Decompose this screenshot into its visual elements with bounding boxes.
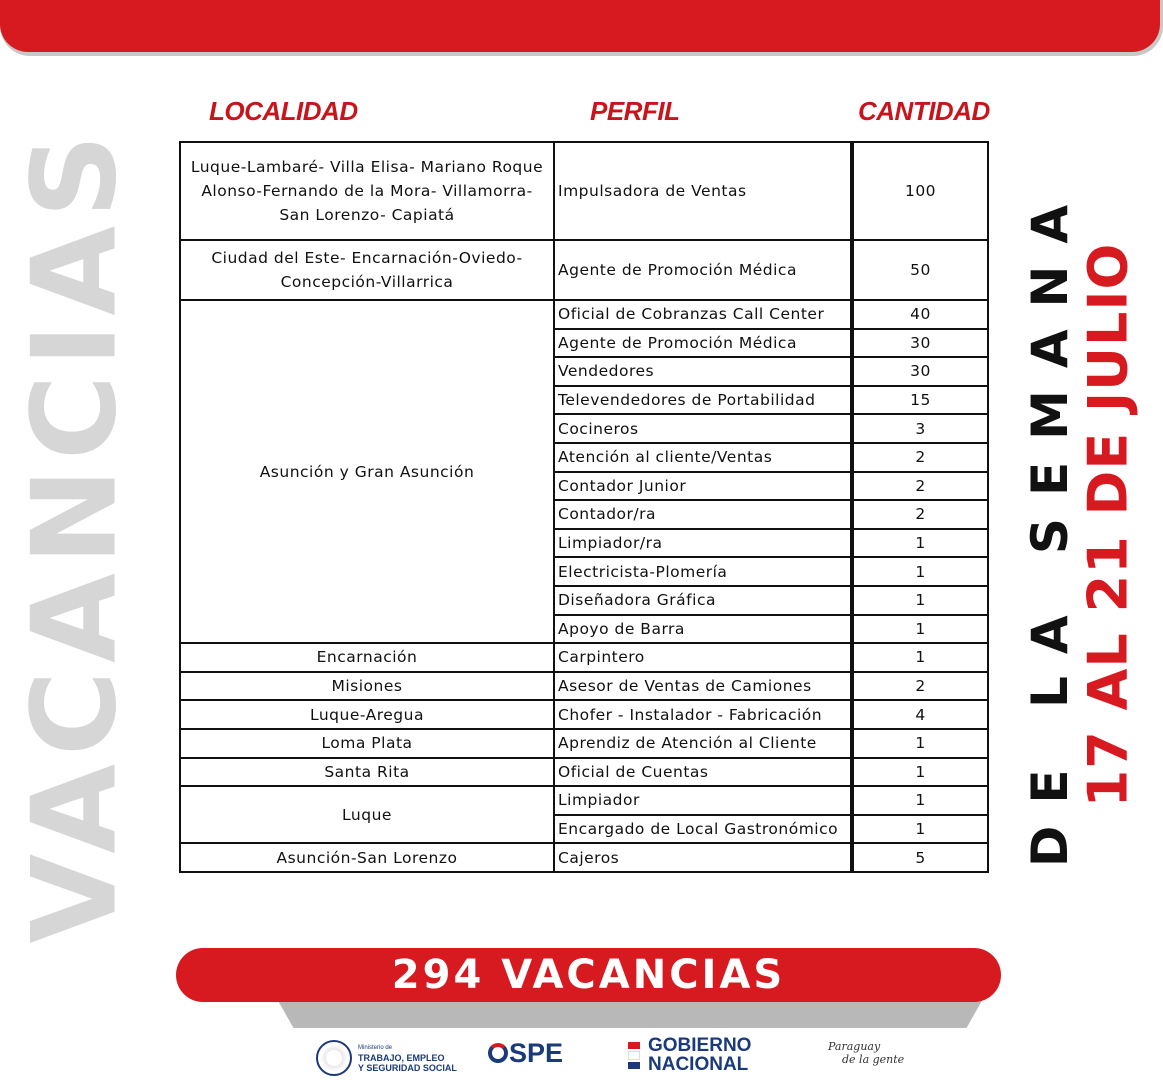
cell-cantidad: 1 bbox=[852, 729, 988, 758]
logo-gobierno-nacional bbox=[628, 1036, 751, 1074]
cell-perfil: Cocineros bbox=[554, 414, 852, 443]
cell-perfil: Carpintero bbox=[554, 643, 852, 672]
spe-o-icon bbox=[488, 1043, 508, 1063]
header-perfil: PERFIL bbox=[590, 96, 680, 126]
cell-localidad: Luque-Lambaré- Villa Elisa- Mariano Roque Alonso-Fernando de la Mora- Villamorra- San Lorenzo- Capiatá bbox=[180, 142, 554, 240]
total-banner bbox=[176, 948, 1001, 1002]
logo-paraguay-de-la-gente bbox=[828, 1040, 904, 1066]
cell-cantidad: 30 bbox=[852, 329, 988, 358]
watermark-vacancias bbox=[0, 126, 160, 944]
cell-localidad: Asunción-San Lorenzo bbox=[180, 843, 554, 872]
py-line2: de la gente bbox=[842, 1053, 905, 1066]
cell-cantidad: 40 bbox=[852, 300, 988, 329]
flag-icon bbox=[628, 1042, 640, 1069]
cell-perfil: Encargado de Local Gastronómico bbox=[554, 815, 852, 844]
header-localidad: LOCALIDAD bbox=[209, 96, 358, 126]
cell-localidad: Luque-Aregua bbox=[180, 700, 554, 729]
cell-cantidad: 3 bbox=[852, 414, 988, 443]
table-row bbox=[180, 758, 988, 787]
cell-cantidad: 1 bbox=[852, 786, 988, 815]
cell-cantidad: 2 bbox=[852, 672, 988, 701]
table-row bbox=[180, 142, 988, 240]
mtess-line1: TRABAJO, EMPLEO bbox=[358, 1053, 445, 1063]
header-cantidad: CANTIDAD bbox=[858, 96, 990, 126]
cell-localidad: Ciudad del Este- Encarnación-Oviedo- Concepción-Villarrica bbox=[180, 240, 554, 300]
cell-localidad: Luque bbox=[180, 786, 554, 843]
cell-perfil: Oficial de Cobranzas Call Center bbox=[554, 300, 852, 329]
cell-cantidad: 5 bbox=[852, 843, 988, 872]
cell-localidad: Santa Rita bbox=[180, 758, 554, 787]
cell-perfil: Aprendiz de Atención al Cliente bbox=[554, 729, 852, 758]
cell-perfil: Agente de Promoción Médica bbox=[554, 329, 852, 358]
cell-perfil: Agente de Promoción Médica bbox=[554, 240, 852, 300]
cell-perfil: Televendedores de Portabilidad bbox=[554, 386, 852, 415]
cell-perfil: Contador/ra bbox=[554, 500, 852, 529]
cell-cantidad: 1 bbox=[852, 557, 988, 586]
cell-perfil: Diseñadora Gráfica bbox=[554, 586, 852, 615]
py-line1: Paraguay bbox=[828, 1040, 881, 1053]
spe-label: SPE bbox=[509, 1038, 564, 1068]
vacancies-table bbox=[179, 141, 989, 873]
cell-cantidad: 50 bbox=[852, 240, 988, 300]
cell-cantidad: 100 bbox=[852, 142, 988, 240]
cell-perfil: Asesor de Ventas de Camiones bbox=[554, 672, 852, 701]
cell-cantidad: 1 bbox=[852, 758, 988, 787]
nacional-label: NACIONAL bbox=[648, 1054, 749, 1075]
gobierno-label: GOBIERNO bbox=[648, 1035, 752, 1056]
cell-cantidad: 2 bbox=[852, 472, 988, 501]
cell-perfil: Oficial de Cuentas bbox=[554, 758, 852, 787]
cell-localidad: Loma Plata bbox=[180, 729, 554, 758]
table-row bbox=[180, 643, 988, 672]
seal-icon bbox=[316, 1040, 352, 1076]
cell-cantidad: 15 bbox=[852, 386, 988, 415]
mtess-small-label: Ministerio de bbox=[358, 1045, 393, 1051]
cell-perfil: Limpiador/ra bbox=[554, 529, 852, 558]
table-row bbox=[180, 786, 988, 815]
footer-logos bbox=[0, 1030, 1163, 1080]
table-row bbox=[180, 843, 988, 872]
cell-cantidad: 2 bbox=[852, 443, 988, 472]
table-row bbox=[180, 729, 988, 758]
cell-perfil: Chofer - Instalador - Fabricación bbox=[554, 700, 852, 729]
top-banner bbox=[0, 0, 1160, 52]
cell-cantidad: 1 bbox=[852, 815, 988, 844]
logo-spe bbox=[488, 1038, 563, 1069]
cell-cantidad: 1 bbox=[852, 586, 988, 615]
cell-perfil: Vendedores bbox=[554, 357, 852, 386]
table-row bbox=[180, 672, 988, 701]
cell-cantidad: 4 bbox=[852, 700, 988, 729]
cell-perfil: Atención al cliente/Ventas bbox=[554, 443, 852, 472]
cell-perfil: Contador Junior bbox=[554, 472, 852, 501]
cell-perfil: Impulsadora de Ventas bbox=[554, 142, 852, 240]
mtess-line2: Y SEGURIDAD SOCIAL bbox=[358, 1063, 457, 1073]
cell-cantidad: 30 bbox=[852, 357, 988, 386]
cell-localidad: Encarnación bbox=[180, 643, 554, 672]
cell-cantidad: 2 bbox=[852, 500, 988, 529]
total-vacancias: 294 VACANCIAS bbox=[391, 952, 786, 998]
side-fechas: 17 AL 21 DE JULIO bbox=[1076, 242, 1140, 808]
table-row bbox=[180, 240, 988, 300]
cell-cantidad: 1 bbox=[852, 615, 988, 644]
cell-perfil: Cajeros bbox=[554, 843, 852, 872]
cell-localidad: Misiones bbox=[180, 672, 554, 701]
cell-perfil: Limpiador bbox=[554, 786, 852, 815]
cell-cantidad: 1 bbox=[852, 643, 988, 672]
watermark-vacancias-text: VACANCIAS bbox=[7, 126, 143, 944]
cell-perfil: Electricista-Plomería bbox=[554, 557, 852, 586]
table-row bbox=[180, 700, 988, 729]
cell-cantidad: 1 bbox=[852, 529, 988, 558]
table-row bbox=[180, 300, 988, 329]
side-de-la-semana: DE LA SEMANA bbox=[1021, 182, 1079, 868]
cell-localidad: Asunción y Gran Asunción bbox=[180, 300, 554, 643]
logo-mtess bbox=[316, 1040, 457, 1076]
cell-perfil: Apoyo de Barra bbox=[554, 615, 852, 644]
